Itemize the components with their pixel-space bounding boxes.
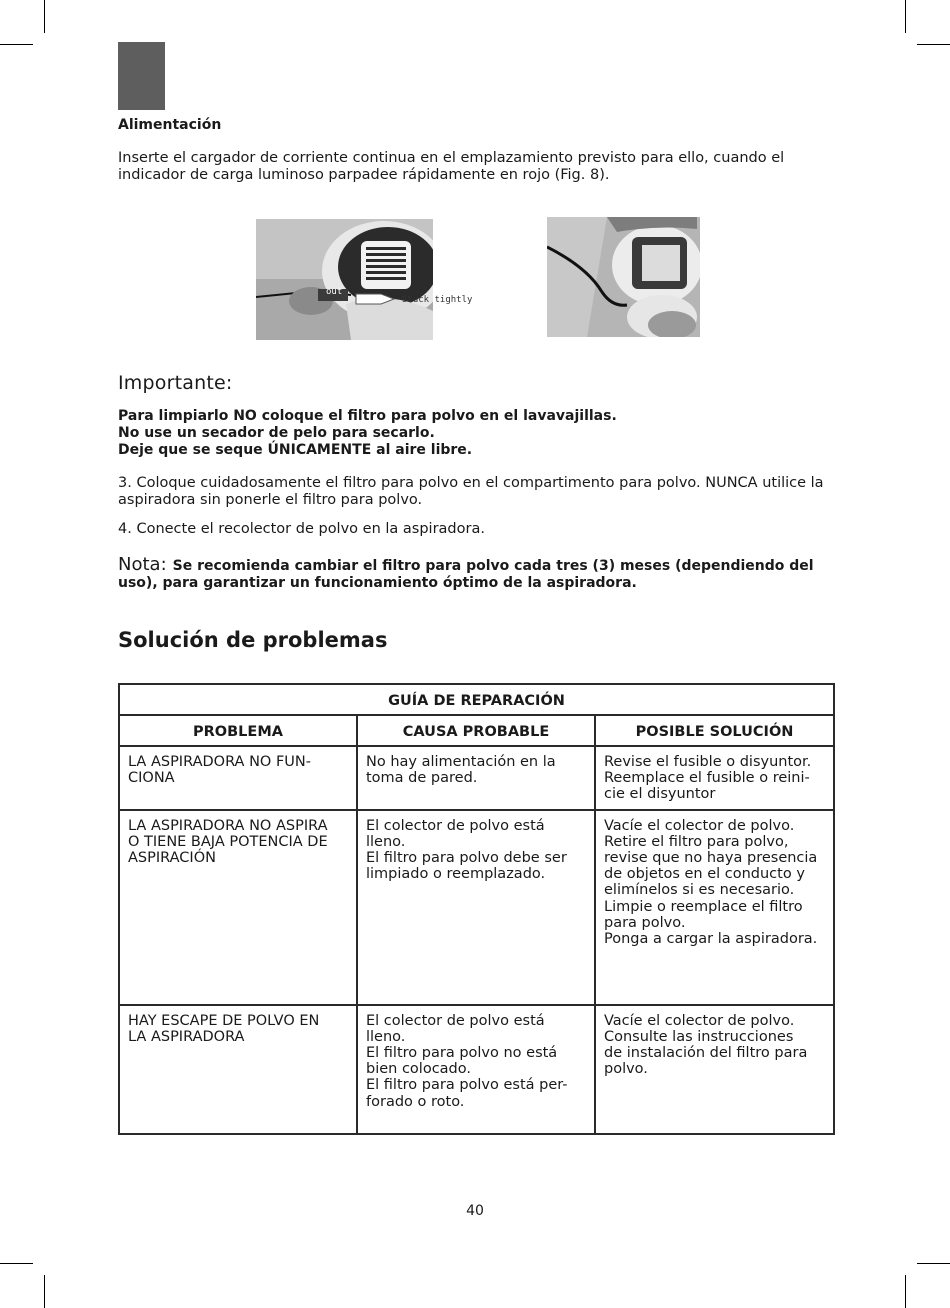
cell-line: Limpie o reemplace el filtro xyxy=(604,898,803,915)
crop-mark xyxy=(0,44,33,45)
cell-line: lleno. xyxy=(366,1028,406,1045)
cell-line: toma de pared. xyxy=(366,770,478,787)
cause-cell xyxy=(357,810,595,1005)
cell-line: cie el disyuntor xyxy=(604,786,716,803)
cell-line: ASPIRACIÓN xyxy=(128,850,216,867)
cell-line: Vacíe el colector de polvo. xyxy=(604,817,795,834)
crop-mark xyxy=(44,1275,45,1308)
crop-mark xyxy=(905,0,906,33)
problem-cell xyxy=(119,746,357,810)
section-label: Alimentación xyxy=(118,117,222,133)
intro-paragraph: Inserte el cargador de corriente continua en el emplazamiento previsto para ello, cuando el indicador de carga luminoso parpadee rápidamente en rojo (Fig. 8). xyxy=(118,150,785,183)
photo-vacuum-charging xyxy=(547,217,700,337)
cell-line: revise que no haya presencia xyxy=(604,850,818,867)
page-number: 40 xyxy=(466,1203,484,1219)
table-title-row xyxy=(119,684,834,715)
crop-mark xyxy=(905,1275,906,1308)
table-row xyxy=(119,746,834,810)
table-row xyxy=(119,1005,834,1134)
crop-mark xyxy=(917,44,950,45)
note-text: Se recomienda cambiar el filtro para polvo cada tres (3) meses (dependiendo del uso), para garantizar un funcionamiento óptimo de la aspiradora. xyxy=(118,558,814,591)
cell-line: elimínelos si es necesario. xyxy=(604,882,795,899)
vacuum-charging-illustration xyxy=(547,217,700,337)
header-problem: PROBLEMA xyxy=(119,715,357,746)
solution-cell xyxy=(595,1005,834,1134)
cell-line: Consulte las instrucciones xyxy=(604,1028,794,1045)
cell-line: de objetos en el conducto y xyxy=(604,866,805,883)
solution-cell xyxy=(595,810,834,1005)
cell-line: limpiado o reemplazado. xyxy=(366,866,546,883)
cell-line: forado o roto. xyxy=(366,1093,465,1110)
step-4-paragraph: 4. Conecte el recolector de polvo en la aspiradora. xyxy=(118,521,485,537)
cell-line: CIONA xyxy=(128,770,175,787)
cell-line: El colector de polvo está xyxy=(366,817,545,834)
table-row xyxy=(119,810,834,1005)
note-label: Nota: xyxy=(118,554,167,575)
problem-cell xyxy=(119,810,357,1005)
cell-line: LA ASPIRADORA NO FUN- xyxy=(128,754,311,770)
cell-line: O TIENE BAJA POTENCIA DE xyxy=(128,833,328,850)
warning-list xyxy=(118,408,617,459)
solution-cell xyxy=(595,746,834,810)
warning-item: No use un secador de pelo para secarlo. xyxy=(118,425,435,441)
label-out: out xyxy=(326,287,343,297)
cell-line: Revise el fusible o disyuntor. xyxy=(604,754,812,770)
cause-cell xyxy=(357,1005,595,1134)
cell-line: Vacíe el colector de polvo. xyxy=(604,1012,795,1029)
cell-line: Ponga a cargar la aspiradora. xyxy=(604,931,818,948)
problem-cell xyxy=(119,1005,357,1134)
troubleshooting-heading: Solución de problemas xyxy=(118,628,388,652)
cell-line: No hay alimentación en la xyxy=(366,754,556,770)
table-title: GUÍA DE REPARACIÓN xyxy=(119,684,834,715)
cell-line: LA ASPIRADORA xyxy=(128,1028,245,1045)
step-3-paragraph: 3. Coloque cuidadosamente el filtro para polvo en el compartimento para polvo. NUNCA utilice la aspiradora sin ponerle el filtro para polvo. xyxy=(118,475,824,508)
cell-line: El colector de polvo está xyxy=(366,1012,545,1029)
cell-line: HAY ESCAPE DE POLVO EN xyxy=(128,1012,320,1029)
cell-line: Reemplace el fusible o reini- xyxy=(604,770,810,787)
crop-mark xyxy=(917,1263,950,1264)
cell-line: bien colocado. xyxy=(366,1061,471,1078)
label-stuck-tightly: Stuck tightly xyxy=(402,295,473,305)
table-header-row xyxy=(119,715,834,746)
charger-plug-illustration xyxy=(256,219,433,340)
repair-guide-table xyxy=(118,683,835,1135)
cell-line: El filtro para polvo debe ser xyxy=(366,850,567,867)
cell-line: de instalación del filtro para xyxy=(604,1045,808,1062)
cell-line: LA ASPIRADORA NO ASPIRA xyxy=(128,817,328,834)
cell-line: El filtro para polvo está per- xyxy=(366,1077,568,1094)
photo-charger-plug xyxy=(256,219,433,340)
crop-mark xyxy=(44,0,45,33)
warning-item: Deje que se seque ÚNICAMENTE al aire libre. xyxy=(118,442,473,458)
cell-line: polvo. xyxy=(604,1061,648,1078)
crop-mark xyxy=(0,1263,33,1264)
cell-line: El filtro para polvo no está xyxy=(366,1045,558,1062)
cell-line: lleno. xyxy=(366,833,406,850)
section-tab-marker xyxy=(118,42,165,110)
important-heading: Importante: xyxy=(118,372,233,394)
warning-item: Para limpiarlo NO coloque el filtro para polvo en el lavavajillas. xyxy=(118,408,617,424)
cell-line: Retire el filtro para polvo, xyxy=(604,833,789,850)
cause-cell xyxy=(357,746,595,810)
header-cause: CAUSA PROBABLE xyxy=(357,715,595,746)
cell-line: para polvo. xyxy=(604,914,686,931)
header-solution: POSIBLE SOLUCIÓN xyxy=(595,715,834,746)
note-paragraph xyxy=(118,556,828,592)
